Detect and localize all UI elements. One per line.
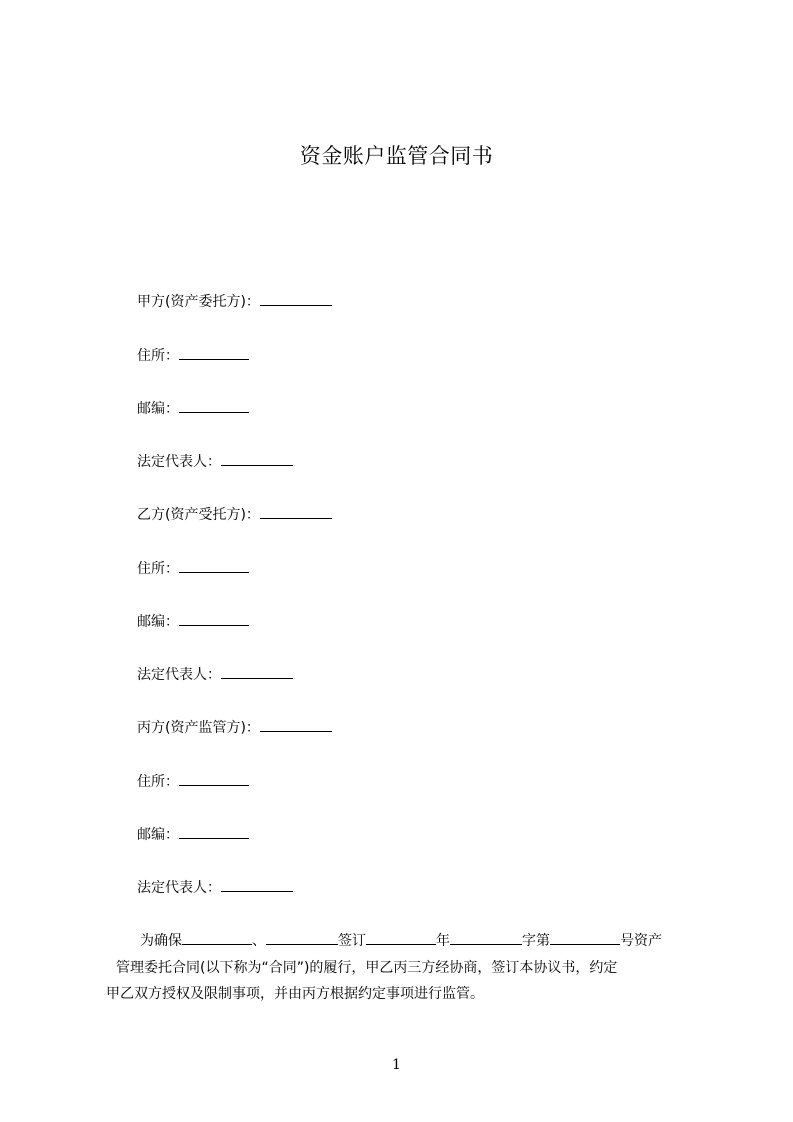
party-b-postcode-blank (179, 611, 249, 626)
intro-sep: 、 (252, 933, 266, 949)
party-c-address-label: 住所： (137, 774, 179, 790)
party-a-address-field (137, 345, 249, 366)
intro-blank-5 (550, 930, 620, 945)
document-title: 资金账户监管合同书 (299, 144, 494, 168)
party-b-address-field (137, 558, 249, 579)
party-a-address-label: 住所： (137, 348, 179, 364)
intro-no: 字第 (522, 933, 550, 949)
intro-paragraph (106, 928, 704, 1008)
party-b-rep-blank (221, 664, 293, 679)
party-b-postcode-label: 邮编： (137, 614, 179, 630)
party-c-field (137, 717, 332, 738)
page-number: 1 (392, 1057, 401, 1073)
party-a-address-blank (179, 345, 249, 360)
party-a-postcode-blank (179, 398, 249, 413)
party-c-rep-label: 法定代表人： (137, 880, 221, 896)
party-a-rep-label: 法定代表人： (137, 454, 221, 470)
party-c-rep-blank (221, 877, 293, 892)
intro-blank-3 (366, 930, 436, 945)
intro-start: 为确保 (140, 933, 182, 949)
intro-line-1 (106, 928, 704, 955)
party-a-postcode-label: 邮编： (137, 401, 179, 417)
party-c-postcode-blank (179, 824, 249, 839)
party-c-blank (260, 717, 332, 732)
party-b-rep-field (137, 664, 293, 685)
party-a-field (137, 291, 332, 312)
intro-line-3: 甲乙双方授权及限制事项，并由丙方根据约定事项进行监管。 (106, 986, 484, 1002)
party-a-label: 甲方(资产委托方)： (137, 294, 260, 310)
intro-signed: 签订 (338, 933, 366, 949)
party-c-address-blank (179, 771, 249, 786)
intro-blank-4 (450, 930, 522, 945)
party-c-postcode-field (137, 824, 249, 845)
party-b-address-label: 住所： (137, 561, 179, 577)
party-c-rep-field (137, 877, 293, 898)
party-a-rep-blank (221, 451, 293, 466)
intro-end: 号资产 (620, 933, 662, 949)
party-b-label: 乙方(资产受托方)： (137, 507, 260, 523)
party-b-field (137, 504, 332, 525)
intro-line-2: 管理委托合同(以下称为“合同”)的履行，甲乙丙三方经协商，签订本协议书，约定 (116, 959, 618, 976)
party-b-rep-label: 法定代表人： (137, 667, 221, 683)
party-c-label: 丙方(资产监管方)： (137, 720, 260, 736)
party-b-blank (260, 504, 332, 519)
intro-year: 年 (436, 933, 450, 949)
party-a-blank (260, 291, 332, 306)
intro-blank-1 (182, 930, 252, 945)
party-a-rep-field (137, 451, 293, 472)
party-b-address-blank (179, 558, 249, 573)
party-c-address-field (137, 771, 249, 792)
intro-blank-2 (266, 930, 338, 945)
party-b-postcode-field (137, 611, 249, 632)
party-c-postcode-label: 邮编： (137, 827, 179, 843)
party-a-postcode-field (137, 398, 249, 419)
